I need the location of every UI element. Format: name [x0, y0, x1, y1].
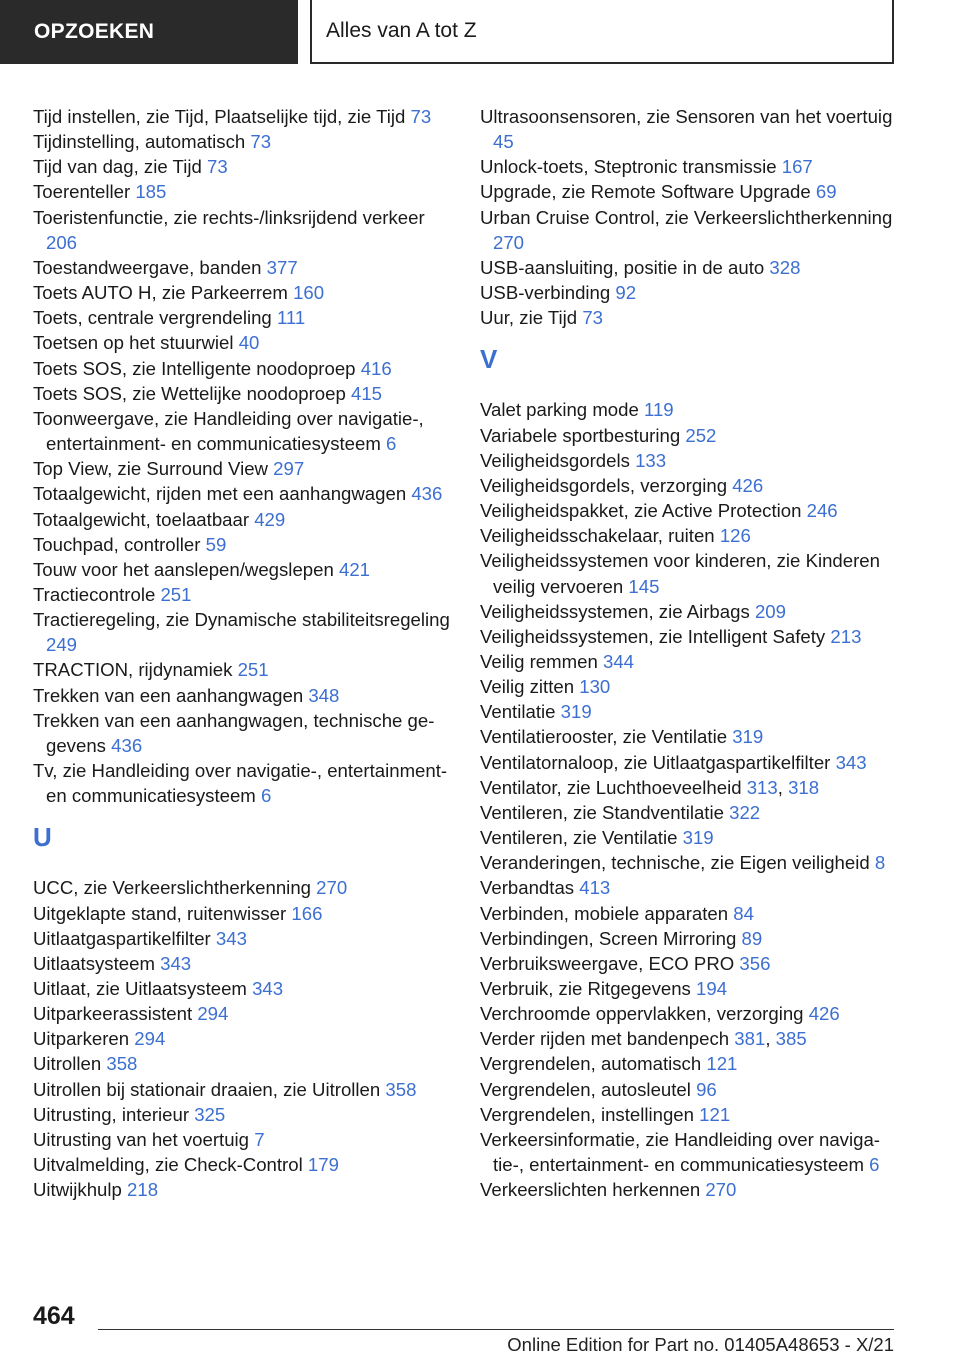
index-entry-text: Touw voor het aanslepen/wegslepen [33, 558, 334, 580]
page-link[interactable]: 73 [250, 131, 272, 153]
index-entry-text: Verkeerslichten herkennen [480, 1179, 701, 1201]
index-entry-text: Unlock-toets, Steptronic transmissie [480, 156, 777, 178]
index-entry-text: Ventilatie [480, 701, 556, 723]
page-header [0, 0, 960, 66]
index-entry-text: Uitrollen bij stationair draaien, zie Uitrollen [33, 1078, 381, 1100]
page-link[interactable]: 40 [238, 332, 260, 354]
index-entry-text: Uitlaatsysteem [33, 952, 155, 974]
index-entry [33, 708, 453, 758]
index-column-right [480, 104, 900, 1202]
index-entry [480, 1177, 900, 1202]
index-entry-text: Vergrendelen, autosleutel [480, 1078, 691, 1100]
index-entry-text: Uitvalmelding, zie Check-Control [33, 1154, 303, 1176]
page-link[interactable]: 252 [685, 424, 717, 446]
index-entry-text: TRACTION, rijdynamiek [33, 659, 233, 681]
index-entry-text: Verbinden, mobiele apparaten [480, 902, 729, 924]
page-link[interactable]: 45 [493, 131, 514, 153]
index-entry [480, 104, 900, 154]
page-link[interactable]: 7 [254, 1128, 265, 1150]
page-link[interactable]: 415 [351, 382, 383, 404]
index-entry [33, 1152, 453, 1177]
page-number: 464 [33, 1302, 75, 1330]
page-link[interactable]: 6 [869, 1154, 880, 1176]
page-link[interactable]: 73 [582, 307, 603, 329]
index-entry-text: Totaalgewicht, toelaatbaar [33, 508, 250, 530]
index-entry [33, 507, 453, 532]
index-entry-text: Toeristenfunctie, zie rechts-/linksrijdend verkeer [33, 206, 425, 228]
index-entry-text: Ventileren, zie Standventilatie [480, 801, 724, 823]
index-entry [33, 557, 453, 582]
page-link[interactable]: 251 [160, 583, 192, 605]
page-link[interactable]: 297 [273, 458, 305, 480]
index-entry-text: Verkeersinformatie, zie Handleiding over navigatie-, entertainment- en communicatiesysteem [480, 1128, 880, 1176]
index-entry [33, 280, 453, 305]
page-link[interactable]: 59 [205, 533, 227, 555]
page-link[interactable]: 111 [276, 307, 306, 329]
index-entry [480, 548, 900, 598]
index-entry [480, 205, 900, 255]
chapter-tab [310, 0, 894, 64]
index-entry [33, 683, 453, 708]
page-link[interactable]: 319 [732, 726, 764, 748]
index-entry-text: Tractieregeling, zie Dynamische stabiliteitsregeling [33, 609, 450, 631]
index-entry [480, 976, 900, 1001]
index-entry-text: Variabele sportbesturing [480, 424, 681, 446]
index-entry-text: Ventilatierooster, zie Ventilatie [480, 726, 728, 748]
footer-divider [98, 1329, 894, 1330]
page-link[interactable]: 421 [338, 558, 371, 580]
page-link[interactable]: 167 [781, 156, 813, 178]
page-link[interactable]: 344 [602, 650, 635, 672]
index-entry-text: Uitlaat, zie Uitlaatsysteem [33, 978, 247, 999]
index-entry-text: Veiligheidssystemen, zie Intelligent Safety [480, 625, 826, 647]
index-entry [480, 926, 900, 951]
page-link[interactable]: 213 [830, 625, 862, 647]
index-entry [480, 397, 900, 422]
index-entry-text: Verbindingen, Screen Mirroring [480, 927, 737, 949]
index-entry [480, 473, 900, 498]
index-entry-text: UCC, zie Verkeerslichtherkenning [33, 877, 311, 899]
index-entry-text: Uitparkeerassistent [33, 1003, 193, 1025]
index-entry [33, 1077, 453, 1102]
page-link[interactable]: 343 [160, 952, 192, 974]
index-entry-text: Valet parking mode [480, 399, 639, 421]
index-letter-heading: V [480, 344, 498, 375]
page-link[interactable]: 249 [46, 634, 78, 656]
page-link[interactable]: 319 [560, 701, 592, 723]
index-entry-text: Toonweergave, zie Handleiding over navigatie-, entertainment- en communicatiesysteem [33, 407, 424, 455]
index-entry [33, 154, 453, 179]
index-entry [33, 481, 453, 506]
index-entry-text: Ventileren, zie Ventilatie [480, 827, 678, 849]
index-entry-text: Uitgeklapte stand, ruitenwisser [33, 902, 287, 924]
index-entry-text: Veilig remmen [480, 650, 598, 672]
index-entry-text: Veiligheidsgordels [480, 449, 630, 471]
page-link[interactable]: 318 [788, 776, 820, 798]
page-link[interactable]: 160 [293, 282, 325, 304]
index-column-left [33, 104, 453, 1202]
index-entry-text: Uitwijkhulp [33, 1179, 122, 1201]
index-entry [33, 532, 453, 557]
index-entry [33, 901, 453, 926]
index-entry-text: Tijd van dag, zie Tijd [33, 156, 202, 178]
index-entry-text: Verbruik, zie Ritgegevens [480, 978, 691, 999]
index-entry-text: Touchpad, controller [33, 533, 201, 555]
index-entry [33, 758, 453, 808]
index-entry-text: Uitlaatgaspartikelfilter [33, 927, 211, 949]
page-link[interactable]: 426 [808, 1003, 840, 1025]
index-entry [33, 582, 453, 607]
index-entry [480, 599, 900, 624]
index-entry [33, 179, 453, 204]
page-link[interactable]: 218 [127, 1179, 159, 1201]
index-entry [33, 1102, 453, 1127]
page-link[interactable]: 325 [194, 1103, 226, 1125]
index-entry [480, 1051, 900, 1076]
index-entry-text: Toestandweergave, banden [33, 256, 262, 278]
page-link[interactable]: 377 [266, 256, 298, 278]
index-entry [480, 255, 900, 280]
index-entry [480, 674, 900, 699]
index-entry [480, 305, 900, 330]
index-entry-text: Veranderingen, technische, zie Eigen veiligheid [480, 852, 870, 874]
page-link[interactable]: 6 [386, 433, 397, 455]
index-entry [480, 901, 900, 926]
page-link[interactable]: 251 [237, 659, 269, 681]
index-entry [480, 850, 900, 875]
index-entry [480, 1077, 900, 1102]
page-link[interactable]: 381 [734, 1028, 766, 1050]
index-entry-text: Ventilator, zie Luchthoeveelheid [480, 776, 742, 798]
page-link[interactable]: 185 [135, 181, 167, 203]
index-entry-text: Uitparkeren [33, 1028, 130, 1050]
index-entry [33, 976, 453, 1001]
index-entry-text: Ultrasoonsensoren, zie Sensoren van het voertuig [480, 106, 893, 127]
index-entry [480, 699, 900, 724]
index-entry [480, 280, 900, 305]
index-entry [33, 305, 453, 330]
index-entry-text: Veiligheidspakket, zie Active Protection [480, 500, 802, 522]
index-entry-text: Verbruiksweergave, ECO PRO [480, 952, 735, 974]
index-entry-text: USB-verbinding [480, 282, 611, 304]
index-letter-heading: U [33, 822, 52, 853]
page-link[interactable]: 319 [682, 827, 714, 849]
index-entry [33, 104, 453, 129]
page-link[interactable]: 246 [806, 500, 838, 522]
index-entry [480, 423, 900, 448]
index-entry-text: Veiligheidsgordels, verzorging [480, 474, 728, 496]
index-entry [33, 356, 453, 381]
index-entry-text: Veiligheidssystemen, zie Airbags [480, 600, 750, 622]
index-entry [33, 406, 453, 456]
page-link[interactable]: 436 [411, 483, 443, 505]
index-entry [480, 649, 900, 674]
index-entry [33, 129, 453, 154]
index-entry [480, 800, 900, 825]
page-link[interactable]: 119 [644, 399, 674, 421]
index-entry [33, 1051, 453, 1076]
page-link[interactable]: 73 [410, 106, 432, 127]
page-link[interactable]: 166 [291, 902, 323, 924]
index-entry [480, 154, 900, 179]
footer-edition: Online Edition for Part no. 01405A48653 - X/21 [507, 1334, 894, 1355]
index-entry [33, 255, 453, 280]
index-entry-text: Veiligheidsschakelaar, ruiten [480, 525, 715, 547]
index-entry [33, 1001, 453, 1026]
index-entry [33, 1127, 453, 1152]
index-entry [33, 657, 453, 682]
page-link[interactable]: 126 [719, 525, 751, 547]
index-entry [480, 825, 900, 850]
page-link[interactable]: 130 [579, 676, 611, 698]
index-entry-text: Uur, zie Tijd [480, 307, 578, 329]
section-title: OPZOEKEN [34, 20, 155, 43]
page-link[interactable]: 294 [134, 1028, 166, 1050]
page-link[interactable]: 96 [696, 1078, 717, 1100]
page-link[interactable]: 313 [746, 776, 778, 798]
index-entry [480, 498, 900, 523]
index-entry-text: Vergrendelen, instellingen [480, 1103, 694, 1125]
page-link[interactable]: 385 [775, 1028, 807, 1050]
page-link[interactable]: 69 [815, 181, 837, 203]
index-entry [480, 1001, 900, 1026]
index-entry [480, 750, 900, 775]
page-link[interactable]: 145 [628, 575, 660, 597]
page-link[interactable]: 194 [696, 978, 728, 999]
index-entry-text: Urban Cruise Control, zie Verkeerslichtherkenning [480, 206, 893, 228]
page-link[interactable]: 294 [197, 1003, 229, 1025]
index-entry [480, 624, 900, 649]
index-entry [33, 875, 453, 900]
index-entry [480, 523, 900, 548]
index-entry [480, 724, 900, 749]
page-link[interactable]: 358 [106, 1053, 138, 1075]
page-link[interactable]: 270 [705, 1179, 737, 1201]
index-entry-text: Toerenteller [33, 181, 131, 203]
index-entry-text: Toets, centrale vergrendeling [33, 307, 272, 329]
page-link[interactable]: 8 [874, 852, 886, 874]
index-entry-text: Toets AUTO H, zie Parkeerrem [33, 282, 288, 304]
index-entry-text: Uitrusting van het voertuig [33, 1128, 250, 1150]
page-link[interactable]: 343 [835, 751, 867, 773]
index-entry: Verder rijden met bandenpech 381, 385 [480, 1028, 807, 1050]
index-entry-text: Uitrollen [33, 1053, 102, 1075]
index-entry-text: Veilig zitten [480, 676, 575, 698]
index-entry [33, 926, 453, 951]
index-entry [33, 1177, 453, 1202]
index-entry-text: Trekken van een aanhangwagen [33, 684, 304, 706]
index-entry-text: Tv, zie Handleiding over navigatie-, entertainment- en communicatiesysteem [33, 760, 448, 807]
index-entry: Ventilator, zie Luchthoeveelheid 313, 318 [480, 776, 820, 798]
index-entry [480, 448, 900, 473]
page-link[interactable]: 89 [741, 927, 763, 949]
index-entry [33, 330, 453, 355]
index-entry [33, 381, 453, 406]
index-entry-text: Tractiecontrole [33, 583, 156, 605]
index-entry-text: Tijdinstelling, automatisch [33, 131, 246, 153]
index-entry-text: Vergrendelen, automatisch [480, 1053, 702, 1075]
page-link[interactable]: 328 [769, 256, 801, 278]
index-entry [480, 875, 900, 900]
index-entry-text: Ventilatornaloop, zie Uitlaatgaspartikelfilter [480, 751, 831, 773]
index-entry [480, 179, 900, 204]
index-entry-text: Totaalgewicht, rijden met een aanhangwagen [33, 483, 407, 505]
index-entry-text: Uitrusting, interieur [33, 1103, 190, 1125]
page-link[interactable]: 84 [733, 902, 754, 924]
index-entry [33, 205, 453, 255]
index-entry-text: USB-aansluiting, positie in de auto [480, 256, 765, 278]
index-entry [33, 1026, 453, 1051]
section-tab [0, 0, 298, 64]
page-link[interactable]: 358 [385, 1078, 417, 1100]
index-entry-text: Verbandtas [480, 877, 575, 899]
page-link[interactable]: 348 [308, 684, 340, 706]
page-link[interactable]: 6 [260, 785, 272, 807]
page-link[interactable]: 270 [316, 877, 348, 899]
index-entry-text: Upgrade, zie Remote Software Upgrade [480, 181, 811, 203]
page-link[interactable]: 343 [252, 978, 284, 999]
index-entry [480, 1127, 900, 1177]
index-entry-text: Toets SOS, zie Wettelijke noodoproep [33, 382, 346, 404]
page-link[interactable]: 429 [254, 508, 286, 530]
page-link[interactable]: 179 [307, 1154, 339, 1176]
page-link[interactable]: 343 [215, 927, 247, 949]
page-link[interactable]: 270 [493, 231, 525, 253]
index-entry-text: Trekken van een aanhangwagen, technische gegevens [33, 709, 435, 756]
index-entry [33, 951, 453, 976]
index-entry-text: Top View, zie Surround View [33, 458, 268, 480]
index-entry [480, 951, 900, 976]
index-entry-text: Toets SOS, zie Intelligente noodoproep [33, 357, 356, 379]
index-entry [33, 456, 453, 481]
index-entry-text: Veiligheidssystemen voor kinderen, zie Kinderen veilig vervoeren [480, 550, 880, 597]
page-link[interactable]: 92 [615, 282, 637, 304]
page-link[interactable]: 436 [111, 734, 143, 756]
page-link[interactable]: 206 [46, 231, 78, 253]
page-link[interactable]: 133 [635, 449, 667, 471]
index-entry-text: Tijd instellen, zie Tijd, Plaatselijke tijd, zie Tijd [33, 106, 406, 127]
index-entry [33, 607, 453, 657]
index-entry-text: Verder rijden met bandenpech [480, 1028, 730, 1050]
page-link[interactable]: 121 [706, 1053, 738, 1075]
page-link[interactable]: 73 [206, 156, 228, 178]
page-link[interactable]: 209 [754, 600, 786, 622]
index-entry-text: Verchroomde oppervlakken, verzorging [480, 1003, 804, 1025]
page-link[interactable]: 413 [579, 877, 611, 899]
page-link[interactable]: 426 [732, 474, 764, 496]
page-link[interactable]: 322 [729, 801, 761, 823]
chapter-title: Alles van A tot Z [326, 19, 477, 42]
page-link[interactable]: 121 [699, 1103, 731, 1125]
index-entry-text: Toetsen op het stuurwiel [33, 332, 234, 354]
index-entry [480, 1102, 900, 1127]
page-link[interactable]: 416 [360, 357, 392, 379]
page-link[interactable]: 356 [739, 952, 771, 974]
